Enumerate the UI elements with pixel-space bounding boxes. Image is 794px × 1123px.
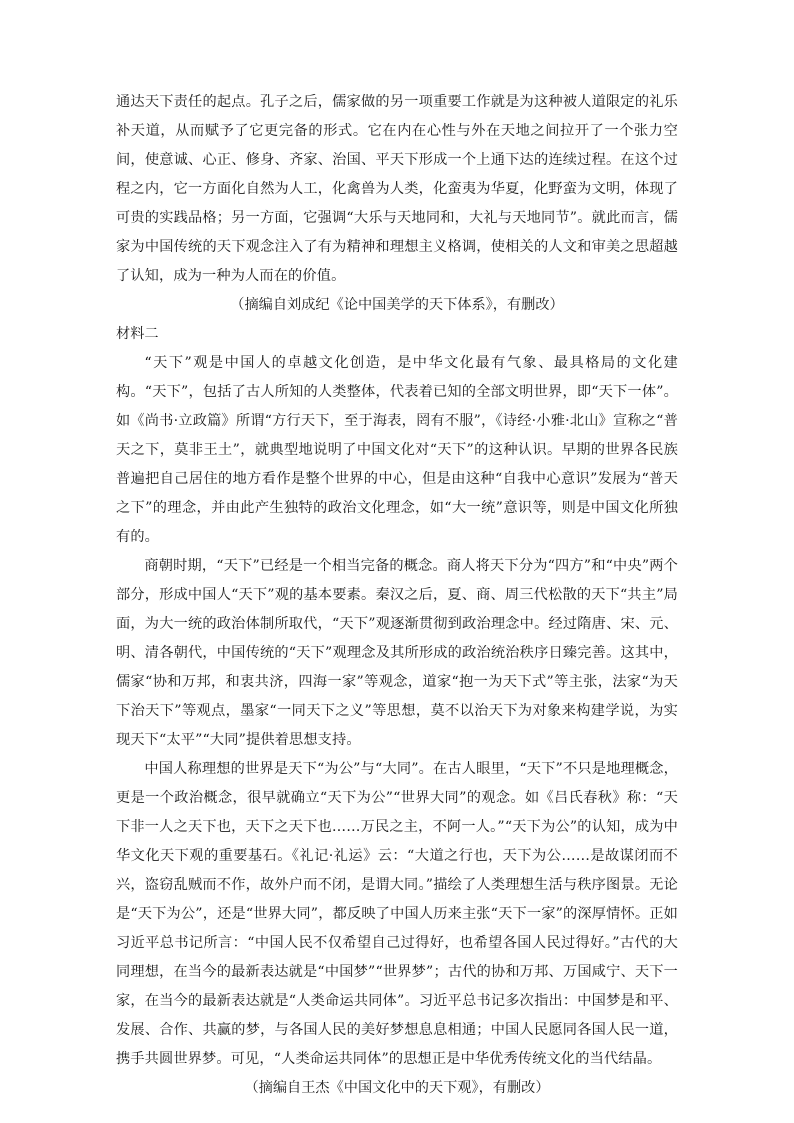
- material-two-source: （摘编自王杰《中国文化中的天下观》，有删改）: [244, 1080, 550, 1096]
- material-one-paragraph: 通达天下责任的起点。孔子之后，儒家做的另一项重要工作就是为这种被人道限定的礼乐补天道，从而赋予了它更完备的形式。它在内在心性与外在天地之间拉开了一个张力空间，使意诚、心正、修身、齐家、治国、平天下形成一个上通下达的连续过程。在这个过程之内，它一方面化自然为人工，化禽兽为人类，化蛮夷为华夏，化野蛮为文明，体现了可贵的实践品格；另一方面，它强调“大乐与天地同和，大礼与天地同节”。就此而言，儒家为中国传统的天下观念注入了有为精神和理想主义格调，使相关的人文和审美之思超越了认知，成为一种为人而在的价值。: [116, 94, 678, 284]
- material-two-paragraph-1: “天下”观是中国人的卓越文化创造，是中华文化最有气象、最具格局的文化建构。“天下”，包括了古人所知的人类整体，代表着已知的全部文明世界，即“天下一体”。如《尚书·立政篇》所谓“方行天下，至于海表，罔有不服”，《诗经·小雅·北山》宣称之“普天之下，莫非王土”，就典型地说明了中国文化对“天下”的这种认识。早期的世界各民族普遍把自己居住的地方看作是整个世界的中心，但是由这种“自我中心意识”发展为“普天之下”的理念，并由此产生独特的政治文化理念，如“大一统”意识等，则是中国文化所独有的。: [116, 355, 678, 545]
- material-two-paragraph-2: 商朝时期，“天下”已经是一个相当完备的概念。商人将天下分为“四方”和“中央”两个部分，形成中国人“天下”观的基本要素。秦汉之后，夏、商、周三代松散的天下“共主”局面，为大一统的政治体制所取代，“天下”观逐渐贯彻到政治理念中。经过隋唐、宋、元、明、清各朝代，中国传统的“天下”观理念及其所形成的政治统治秩序日臻完善。这其中，儒家“协和万邦，和衷共济，四海一家”等观念，道家“抱一为天下式”等主张，法家“为天下治天下”等观点，墨家“一同天下之义”等思想，莫不以治天下为对象来构建学说，为实现天下“太平”“大同”提供着思想支持。: [116, 558, 678, 748]
- material-two-heading: 材料二: [116, 326, 159, 342]
- document-page: [116, 88, 678, 1103]
- material-two-paragraph-3: 中国人称理想的世界是天下“为公”与“大同”。在古人眼里，“天下”不只是地理概念，更是一个政治概念，很早就确立“天下为公”“世界大同”的观念。如《吕氏春秋》称：“天下非一人之天下也，天下之天下也……万民之主，不阿一人。”“天下为公”的认知，成为中华文化天下观的重要基石。《礼记·礼运》云：“大道之行也，天下为公……是故谋闭而不兴，盗窃乱贼而不作，故外户而不闭，是谓大同。”描绘了人类理想生活与秩序图景。无论是“天下为公”，还是“世界大同”，都反映了中国人历来主张“天下一家”的深厚情怀。正如习近平总书记所言：“中国人民不仅希望自己过得好，也希望各国人民过得好。”古代的大同理想，在当今的最新表达就是“中国梦”“世界梦”；古代的协和万邦、万国咸宁、天下一家，在当今的最新表达就是“人类命运共同体”。习近平总书记多次指出：中国梦是和平、发展、合作、共赢的梦，与各国人民的美好梦想息息相通；中国人民愿同各国人民一道，携手共圆世界梦。可见，“人类命运共同体”的思想正是中华优秀传统文化的当代结晶。: [116, 761, 678, 1067]
- material-one-source: （摘编自刘成纪《论中国美学的天下体系》，有删改）: [230, 297, 564, 313]
